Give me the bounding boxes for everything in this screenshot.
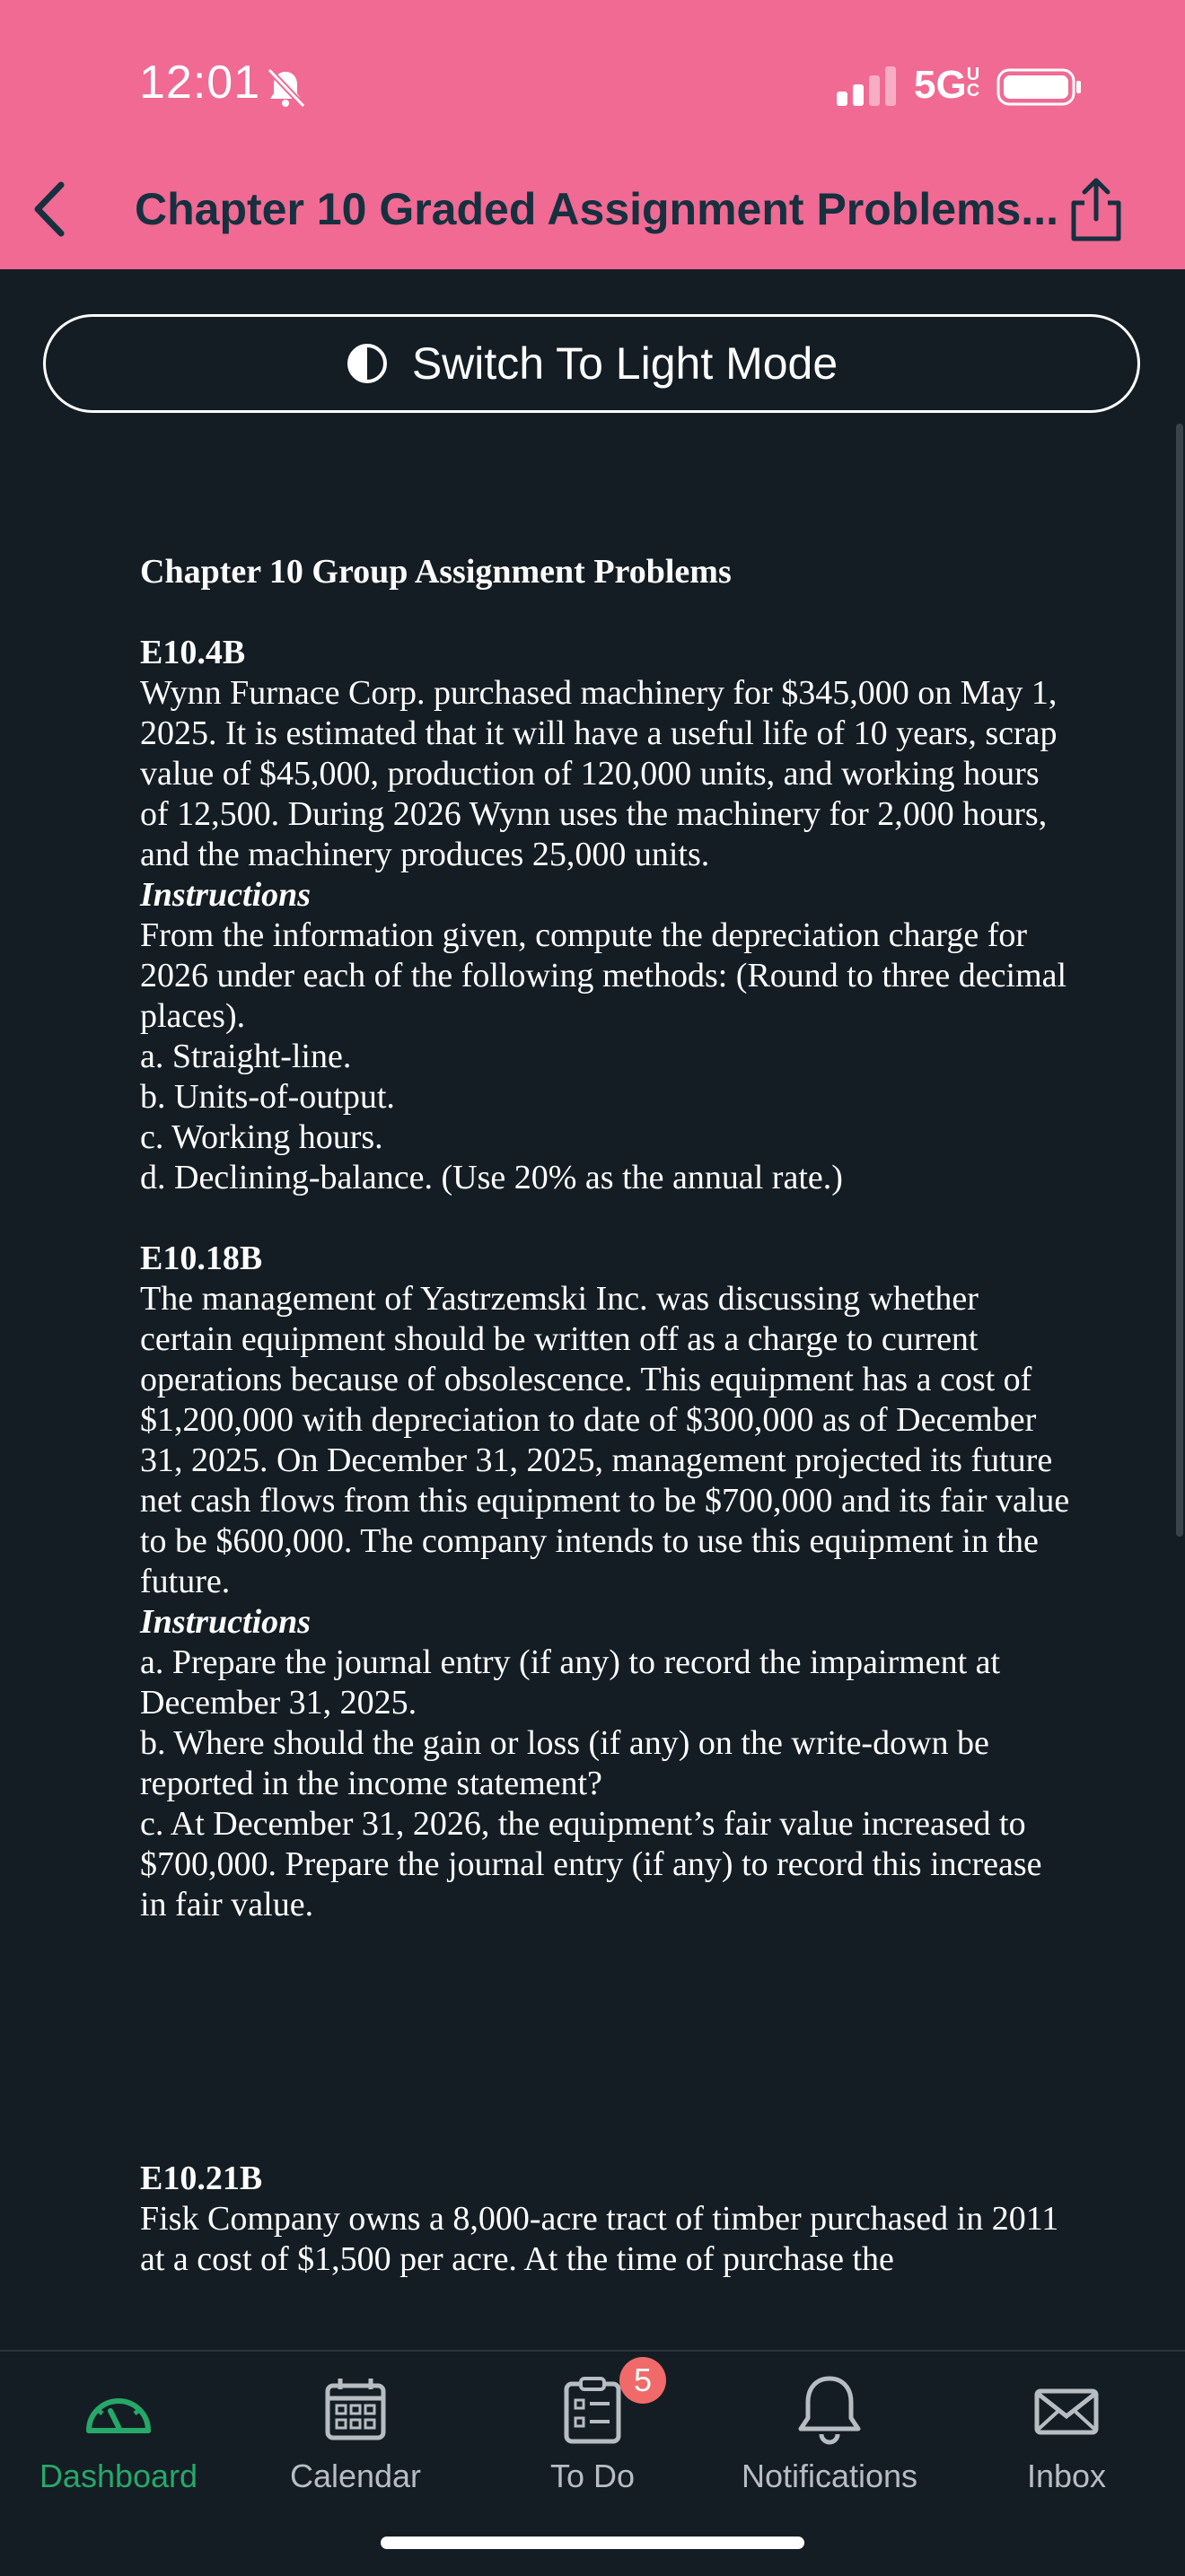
list-item: b. Where should the gain or loss (if any) on the write-down be reported in the income statement? — [140, 1724, 989, 1802]
tab-label: Dashboard — [39, 2458, 198, 2494]
exercise-id: E10.4B — [140, 634, 246, 671]
inbox-icon — [1017, 2370, 1116, 2459]
app-header — [0, 0, 1185, 269]
exercise-body: The management of Yastrzemski Inc. was discussing whether certain equipment should be written off as a charge to current operations because of obsolescence. This equipment has a cost of $1,200,000 with depreciation to date of $300,000 as of December 31, 2025. On December 31, 2025, management projected its future net cash flows from this equipment to be $700,000 and its fair value to be $600,000. The company intends to use this equipment in the future. — [140, 1280, 1070, 1600]
tab-label: Notifications — [741, 2458, 918, 2494]
list-item: a. Straight-line. — [140, 1038, 352, 1075]
list-item: a. Prepare the journal entry (if any) to record the impairment at December 31, 2025. — [140, 1643, 1001, 1722]
instructions-text: From the information given, compute the depreciation charge for 2026 under each of the following methods: (Round to three decimal places). — [140, 916, 1067, 1035]
page-title: Chapter 10 Graded Assignment Problems... — [135, 184, 1058, 234]
signal-icon — [835, 65, 898, 108]
instructions-label: Instructions — [140, 876, 312, 914]
switch-light-mode-button[interactable] — [43, 314, 1140, 413]
document-content — [140, 552, 1074, 2280]
document-heading: Chapter 10 Group Assignment Problems — [140, 553, 732, 591]
list-item: c. At December 31, 2026, the equipment’s fair value increased to $700,000. Prepare the journal entry (if any) to record this increase in fair value. — [140, 1805, 1042, 1923]
tab-label: To Do — [549, 2458, 636, 2494]
share-icon[interactable] — [1066, 176, 1126, 244]
bell-icon — [780, 2370, 879, 2459]
exercise-body: Wynn Furnace Corp. purchased machinery for $345,000 on May 1, 2025. It is estimated that it will have a useful life of 10 years, scrap value of $45,000, production of 120,000 units, and working hours of 12,500. During 2026 Wynn uses the machinery for 2,000 hours, and the machinery produces 25,000 units. — [140, 674, 1058, 873]
exercise-id: E10.18B — [140, 1240, 263, 1277]
battery-icon — [996, 66, 1083, 108]
list-item: b. Units-of-output. — [140, 1078, 395, 1116]
home-indicator[interactable] — [381, 2537, 804, 2549]
exercise-id: E10.21B — [140, 2160, 263, 2197]
instructions-label: Instructions — [140, 1603, 312, 1641]
dashboard-icon — [69, 2370, 168, 2459]
todo-count-badge: 5 — [619, 2357, 666, 2404]
scrollbar[interactable] — [1176, 424, 1183, 1537]
exercise-body: Fisk Company owns a 8,000-acre tract of timber purchased in 2011 at a cost of $1,500 per acre. At the time of purchase the — [140, 2200, 1059, 2278]
network-type: 5GUC — [914, 63, 980, 107]
list-item: c. Working hours. — [140, 1118, 383, 1156]
contrast-icon — [346, 342, 389, 385]
list-item: d. Declining-balance. (Use 20% as the annual rate.) — [140, 1159, 843, 1196]
back-chevron-icon[interactable] — [25, 178, 74, 241]
status-time: 12:01 — [139, 57, 261, 109]
switch-light-mode-label: Switch To Light Mode — [411, 338, 838, 389]
tab-label: Inbox — [1026, 2458, 1107, 2494]
bell-off-icon — [262, 65, 309, 111]
calendar-icon — [306, 2370, 405, 2459]
tab-label: Calendar — [289, 2458, 422, 2494]
